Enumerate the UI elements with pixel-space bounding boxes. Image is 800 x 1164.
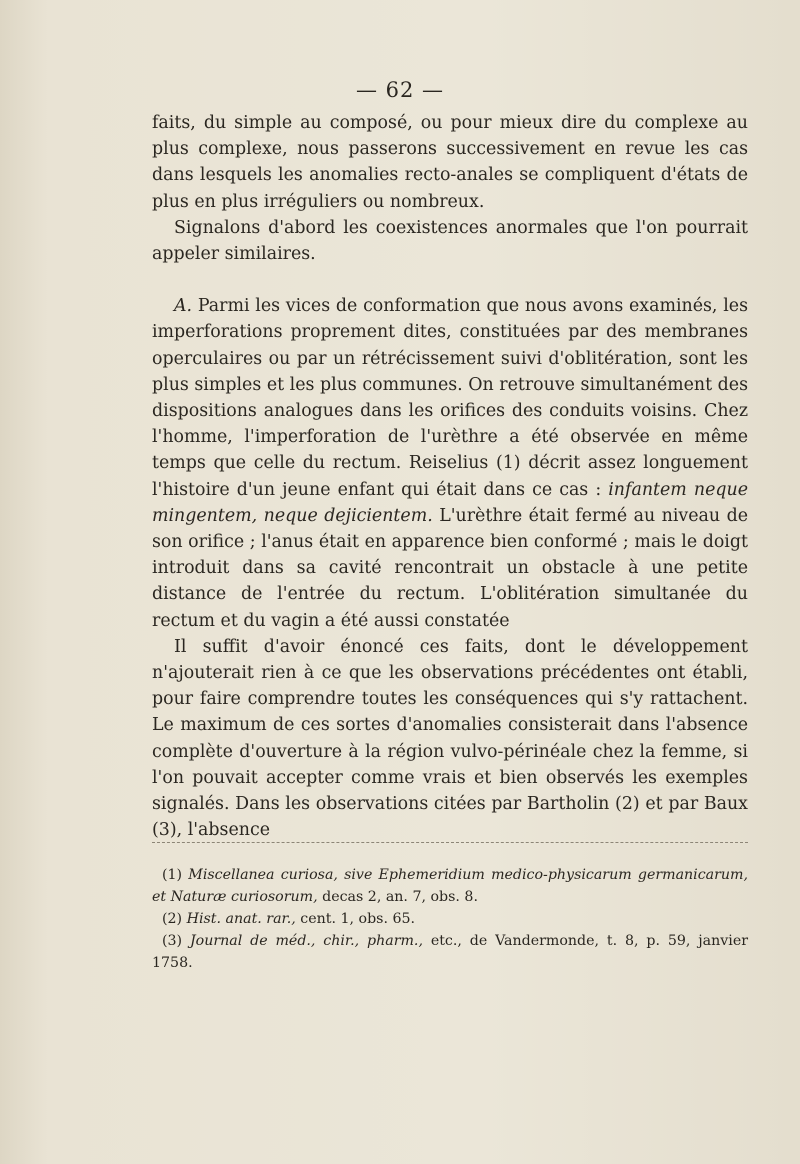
footnotes — [152, 864, 748, 974]
paragraph-a-text-2: L'urèthre était fermé au niveau de son orifice ; l'anus était en apparence bien conformé ; mais le doigt introduit dans sa cavité rencontrait un obstacle à une petite distance de l'entrée du rectum. L'oblitération simultanée du rectum et du vagin a été aussi constatée — [152, 505, 748, 631]
page-number: — 62 — — [355, 78, 445, 102]
section-label: A. — [174, 296, 193, 317]
main-text — [152, 110, 748, 843]
paragraph-a — [152, 293, 748, 634]
paragraph-gap — [152, 267, 748, 293]
latin-quote: infantem neque mingentem, neque dejicientem. — [152, 479, 748, 526]
footnote-title: Hist. anat. rar., — [182, 911, 296, 927]
footnote-text: etc., de Vandermonde, t. 8, p. 59, janvier 1758. — [152, 933, 748, 971]
footnote-divider — [152, 842, 748, 843]
footnote-1 — [152, 864, 748, 908]
footnote-2 — [152, 908, 748, 930]
footnote-title: Journal de méd., chir., pharm., — [182, 933, 423, 949]
footnote-3 — [152, 930, 748, 974]
footnote-number: (1) — [162, 867, 183, 883]
footnote-text: cent. 1, obs. 65. — [295, 911, 416, 927]
footnote-text: decas 2, an. 7, obs. 8. — [317, 889, 478, 905]
footnote-number: (2) — [162, 911, 183, 927]
paragraph: Il suffit d'avoir énoncé ces faits, dont le développement n'ajouterait rien à ce que les observations précédentes ont établi, pour faire comprendre toutes les conséquences qui s'y rattachent. Le maximum de ces sortes d'anomalies consisterait dans l'absence complète d'ouverture à la région vulvo-périnéale chez la femme, si l'on pouvait accepter comme vrais et bien observés les exemples signalés. Dans les observations citées par Bartholin (2) et par Baux (3), l'absence — [152, 636, 748, 841]
footnote-number: (3) — [162, 933, 183, 949]
paragraph: Signalons d'abord les coexistences anormales que l'on pourrait appeler similaires. — [152, 217, 748, 265]
footnote-title: Miscellanea curiosa, sive Ephemeridium medico-physicarum germanicarum, et Naturæ curiosorum, — [152, 867, 748, 905]
paragraph: faits, du simple au composé, ou pour mieux dire du complexe au plus complexe, nous passerons successivement en revue les cas dans lesquels les anomalies recto-anales se compliquent d'états de plus en plus irréguliers ou nombreux. — [152, 113, 748, 212]
paragraph-a-text-1: Parmi les vices de conformation que nous avons examinés, les imperforations proprement dites, constituées par des membranes operculaires ou par un rétrécissement suivi d'oblitération, sont les plus simples et les plus communes. On retrouve simultanément des dispositions analogues dans les orifices des conduits voisins. Chez l'homme, l'imperforation de l'urèthre a été observée en même temps que celle du rectum. Reiselius (1) décrit assez longuement l'histoire d'un jeune enfant qui était dans ce cas : — [152, 296, 748, 500]
